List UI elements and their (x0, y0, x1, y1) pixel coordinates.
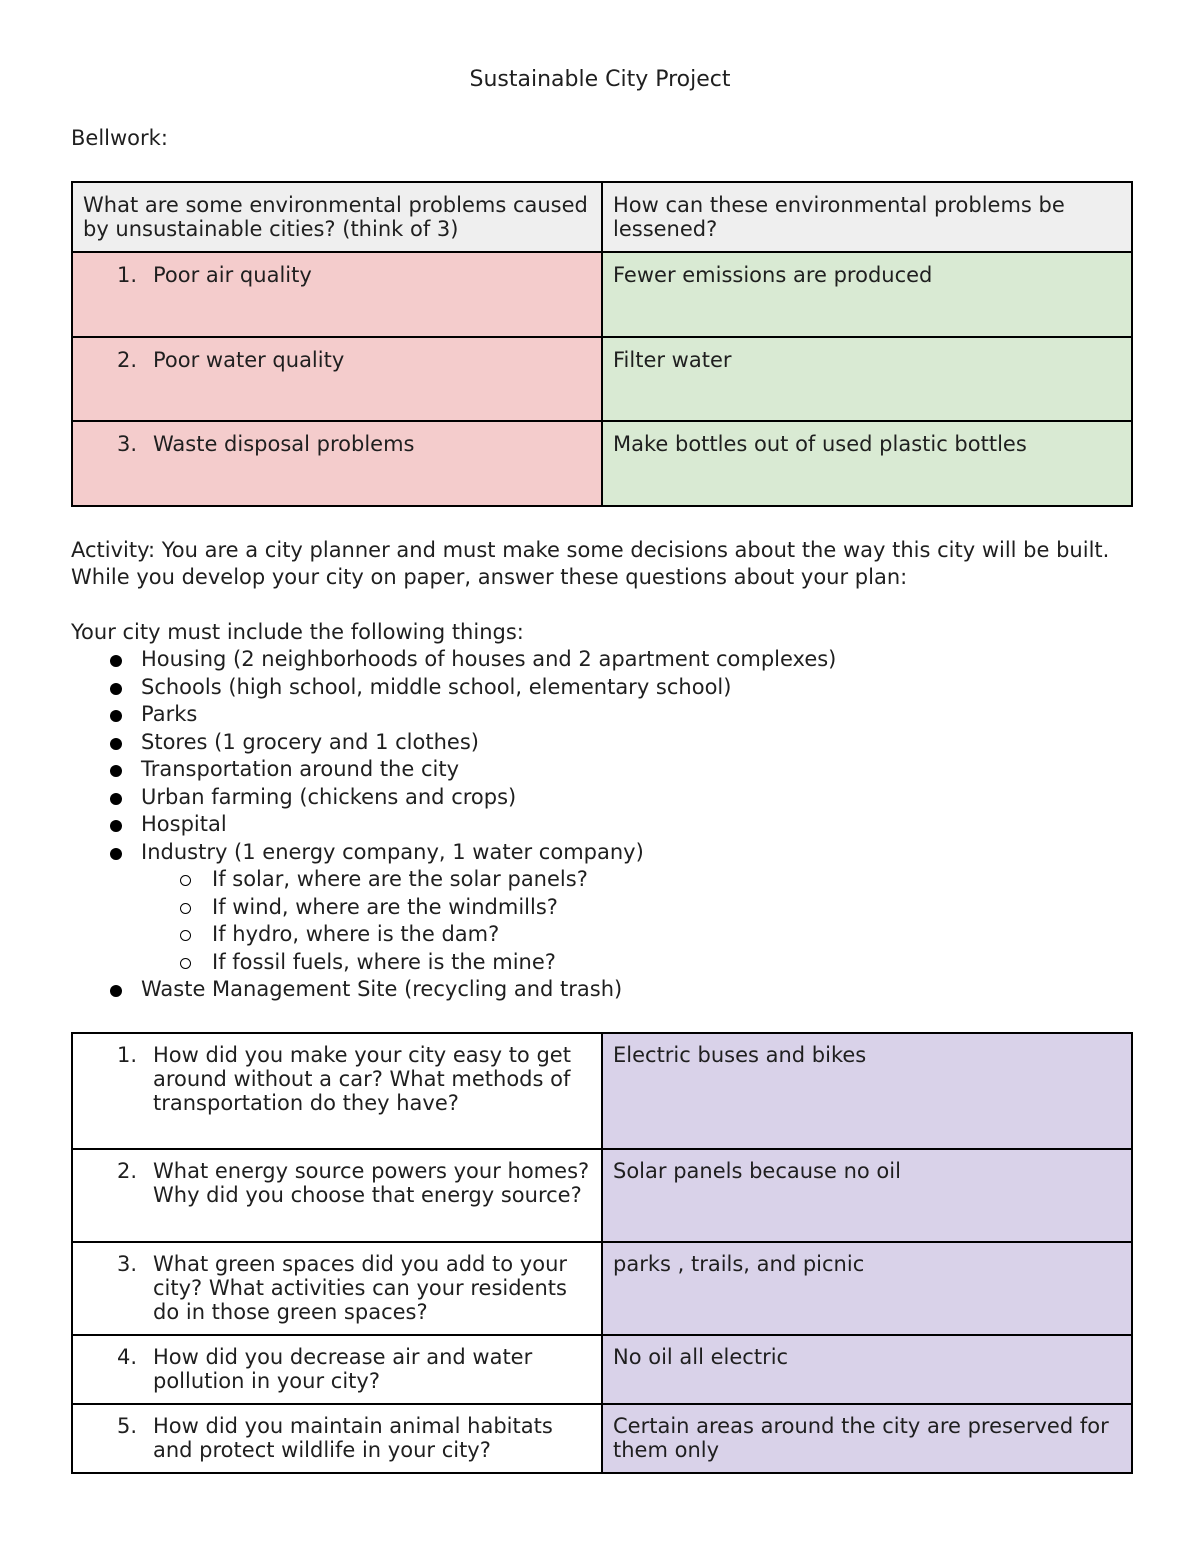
question-cell (72, 1335, 602, 1404)
item-number: 1. (117, 263, 138, 287)
list-item: Schools (high school, middle school, elementary school) (71, 674, 836, 702)
requirements-intro: Your city must include the following things: (71, 620, 524, 644)
table-row (72, 1335, 1132, 1404)
table-row (72, 1242, 1132, 1335)
question-cell (72, 1033, 602, 1149)
list-item: Industry (1 energy company, 1 water company) (71, 839, 836, 867)
bellwork-table-header (72, 182, 1132, 252)
list-item: Stores (1 grocery and 1 clothes) (71, 729, 836, 757)
sub-list-item: If hydro, where is the dam? (71, 921, 836, 949)
list-item: Housing (2 neighborhoods of houses and 2 apartment complexes) (71, 646, 836, 674)
problem-cell (72, 252, 602, 337)
bullet-icon (110, 820, 122, 832)
problems-header: What are some environmental problems caused by unsustainable cities? (think of 3) (72, 182, 602, 252)
table-row (72, 252, 1132, 337)
question-text: What green spaces did you add to your city? What activities can your residents do in those green spaces? (153, 1252, 568, 1324)
questions-table (71, 1032, 1133, 1474)
list-item: Transportation around the city (71, 756, 836, 784)
sub-list-item: If solar, where are the solar panels? (71, 866, 836, 894)
sub-list-item: If wind, where are the windmills? (71, 894, 836, 922)
table-row (72, 1404, 1132, 1473)
requirements-list (71, 646, 836, 1004)
bullet-icon (110, 985, 122, 997)
table-row (72, 337, 1132, 421)
problem-text: Poor water quality (153, 348, 345, 372)
problem-cell (72, 421, 602, 506)
question-text: What energy source powers your homes? Why did you choose that energy source? (153, 1159, 590, 1207)
sub-list-item: If fossil fuels, where is the mine? (71, 949, 836, 977)
hollow-bullet-icon (180, 930, 191, 941)
list-item: Urban farming (chickens and crops) (71, 784, 836, 812)
question-text: How did you decrease air and water pollution in your city? (153, 1345, 533, 1393)
bellwork-table (71, 181, 1133, 507)
list-item: Hospital (71, 811, 836, 839)
solution-cell: Make bottles out of used plastic bottles (602, 421, 1132, 506)
hollow-bullet-icon (180, 958, 191, 969)
bullet-icon (110, 683, 122, 695)
item-number: 3. (117, 432, 138, 456)
item-number: 2. (117, 1159, 138, 1183)
item-number: 4. (117, 1345, 138, 1369)
answer-cell: No oil all electric (602, 1335, 1132, 1404)
table-row (72, 1033, 1132, 1149)
problem-text: Poor air quality (153, 263, 312, 287)
question-cell (72, 1149, 602, 1242)
bullet-icon (110, 793, 122, 805)
hollow-bullet-icon (180, 875, 191, 886)
problem-cell (72, 337, 602, 421)
item-number: 3. (117, 1252, 138, 1276)
question-cell (72, 1404, 602, 1473)
answer-cell: Solar panels because no oil (602, 1149, 1132, 1242)
table-row (72, 1149, 1132, 1242)
bullet-icon (110, 848, 122, 860)
solutions-header: How can these environmental problems be lessened? (602, 182, 1132, 252)
answer-cell: parks , trails, and picnic (602, 1242, 1132, 1335)
solution-cell: Filter water (602, 337, 1132, 421)
hollow-bullet-icon (180, 903, 191, 914)
bullet-icon (110, 765, 122, 777)
activity-instructions: Activity: You are a city planner and must make some decisions about the way this city will be built. While you develop your city on paper, answer these questions about your plan: (71, 538, 1110, 589)
list-item: Waste Management Site (recycling and trash) (71, 976, 836, 1004)
bellwork-label: Bellwork: (71, 126, 168, 150)
table-row (72, 421, 1132, 506)
bullet-icon (110, 738, 122, 750)
answer-cell: Electric buses and bikes (602, 1033, 1132, 1149)
list-item: Parks (71, 701, 836, 729)
question-cell (72, 1242, 602, 1335)
item-number: 2. (117, 348, 138, 372)
item-number: 5. (117, 1414, 138, 1438)
problem-text: Waste disposal problems (153, 432, 415, 456)
bullet-icon (110, 710, 122, 722)
item-number: 1. (117, 1043, 138, 1067)
question-text: How did you make your city easy to get around without a car? What methods of transportation do they have? (153, 1043, 571, 1115)
bullet-icon (110, 655, 122, 667)
question-text: How did you maintain animal habitats and protect wildlife in your city? (153, 1414, 553, 1462)
page-title: Sustainable City Project (469, 67, 731, 92)
solution-cell: Fewer emissions are produced (602, 252, 1132, 337)
answer-cell: Certain areas around the city are preserved for them only (602, 1404, 1132, 1473)
